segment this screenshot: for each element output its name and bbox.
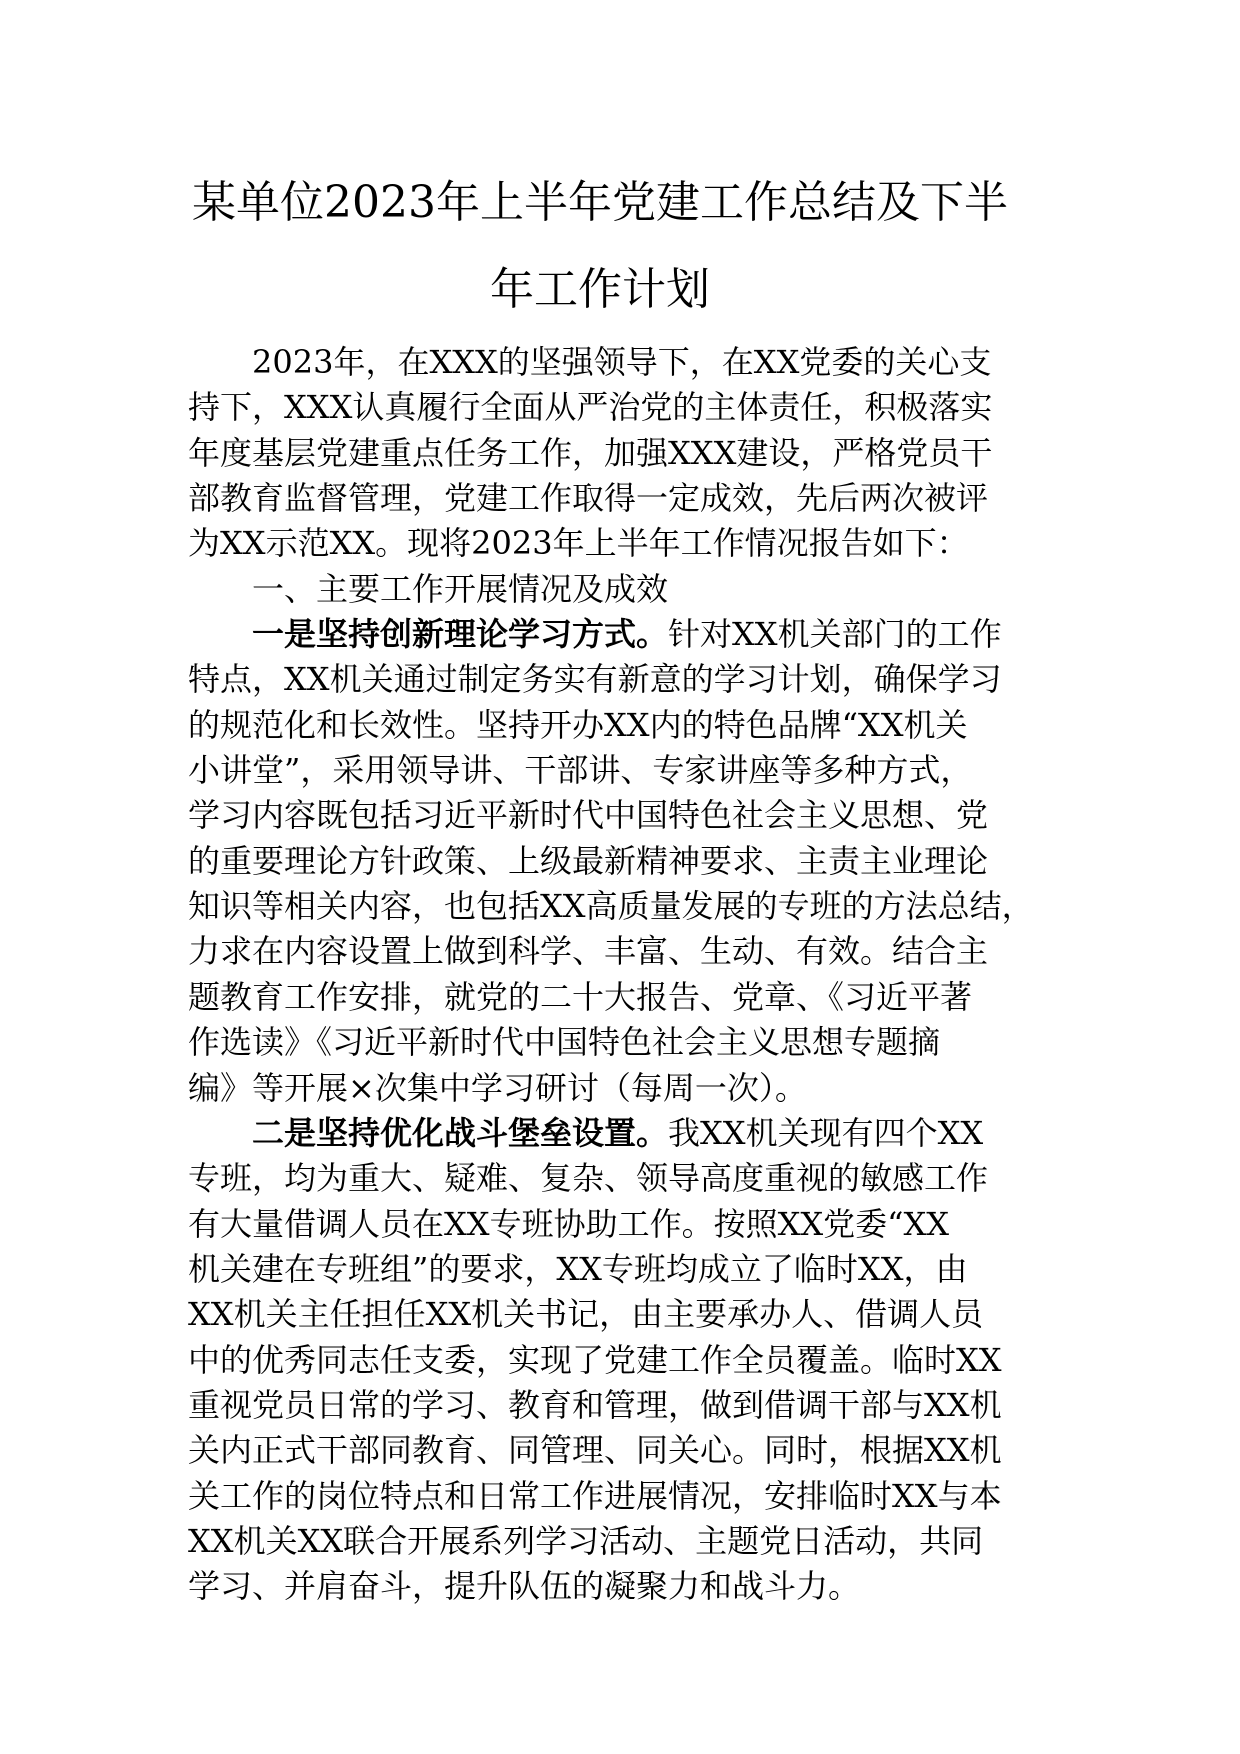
item1-line: 的规范化和长效性。坚持开办XX内的特色品牌“XX机关 bbox=[188, 705, 968, 744]
item1-line: 的重要理论方针政策、上级最新精神要求、主责主业理论 bbox=[188, 841, 989, 880]
item2-line: XX机关主任担任XX机关书记，由主要承办人、借调人员 bbox=[188, 1295, 984, 1334]
item1-line: 小讲堂”，采用领导讲、干部讲、专家讲座等多种方式， bbox=[188, 751, 973, 790]
item2-line: 专班，均为重大、疑难、复杂、领导高度重视的敏感工作 bbox=[188, 1159, 989, 1198]
item1-line: 题教育工作安排，就党的二十大报告、党章、《习近平著 bbox=[188, 977, 973, 1016]
item2-first-rest: 我XX机关现有四个XX bbox=[668, 1113, 984, 1152]
item1-first-line bbox=[188, 612, 1088, 657]
intro-line: 为XX示范XX。现将2023年上半年工作情况报告如下： bbox=[188, 524, 969, 563]
item2-line: 中的优秀同志任支委，实现了党建工作全员覆盖。临时XX bbox=[188, 1340, 1002, 1379]
item2-line: 重视党员日常的学习、教育和管理，做到借调干部与XX机 bbox=[188, 1385, 1002, 1424]
document-title-line-1: 某单位2023年上半年党建工作总结及下半 bbox=[192, 177, 1008, 228]
item1-line: 知识等相关内容，也包括XX高质量发展的专班的方法总结， bbox=[188, 887, 1034, 926]
document-body bbox=[188, 340, 1088, 1610]
intro-line: 持下，XXX认真履行全面从严治党的主体责任，积极落实 bbox=[188, 388, 993, 427]
item1-line: 特点，XX机关通过制定务实有新意的学习计划，确保学习 bbox=[188, 660, 1002, 699]
item1-first-rest: 针对XX机关部门的工作 bbox=[668, 615, 1002, 654]
intro-line: 年度基层党建重点任务工作，加强XXX建设，严格党员干 bbox=[188, 433, 993, 472]
intro-line: 部教育监督管理，党建工作取得一定成效，先后两次被评 bbox=[188, 479, 989, 518]
section-heading: 一、主要工作开展情况及成效 bbox=[252, 569, 669, 608]
item2-line: XX机关XX联合开展系列学习活动、主题党日活动，共同 bbox=[188, 1521, 984, 1560]
item2-line: 学习、并肩奋斗，提升队伍的凝聚力和战斗力。 bbox=[188, 1567, 861, 1606]
item1-lead: 一是坚持创新理论学习方式。 bbox=[252, 615, 669, 654]
item2-line: 机关建在专班组”的要求，XX专班均成立了临时XX，由 bbox=[188, 1249, 968, 1288]
item2-line: 关工作的岗位特点和日常工作进展情况，安排临时XX与本 bbox=[188, 1476, 1002, 1515]
document-title-line-2: 年工作计划 bbox=[490, 264, 710, 315]
item1-line: 作选读》《习近平新时代中国特色社会主义思想专题摘 bbox=[188, 1023, 941, 1062]
item1-line: 学习内容既包括习近平新时代中国特色社会主义思想、党 bbox=[188, 796, 989, 835]
item2-first-line bbox=[188, 1111, 1088, 1156]
item2-lead: 二是坚持优化战斗堡垒设置。 bbox=[252, 1113, 669, 1152]
item2-line: 有大量借调人员在XX专班协助工作。按照XX党委“XX bbox=[188, 1204, 950, 1243]
item1-line: 编》等开展×次集中学习研讨（每周一次）。 bbox=[188, 1068, 807, 1107]
intro-line: 2023年，在XXX的坚强领导下，在XX党委的关心支 bbox=[252, 343, 992, 381]
item2-line: 关内正式干部同教育、同管理、同关心。同时，根据XX机 bbox=[188, 1431, 1002, 1470]
item1-line: 力求在内容设置上做到科学、丰富、生动、有效。结合主 bbox=[188, 932, 989, 971]
